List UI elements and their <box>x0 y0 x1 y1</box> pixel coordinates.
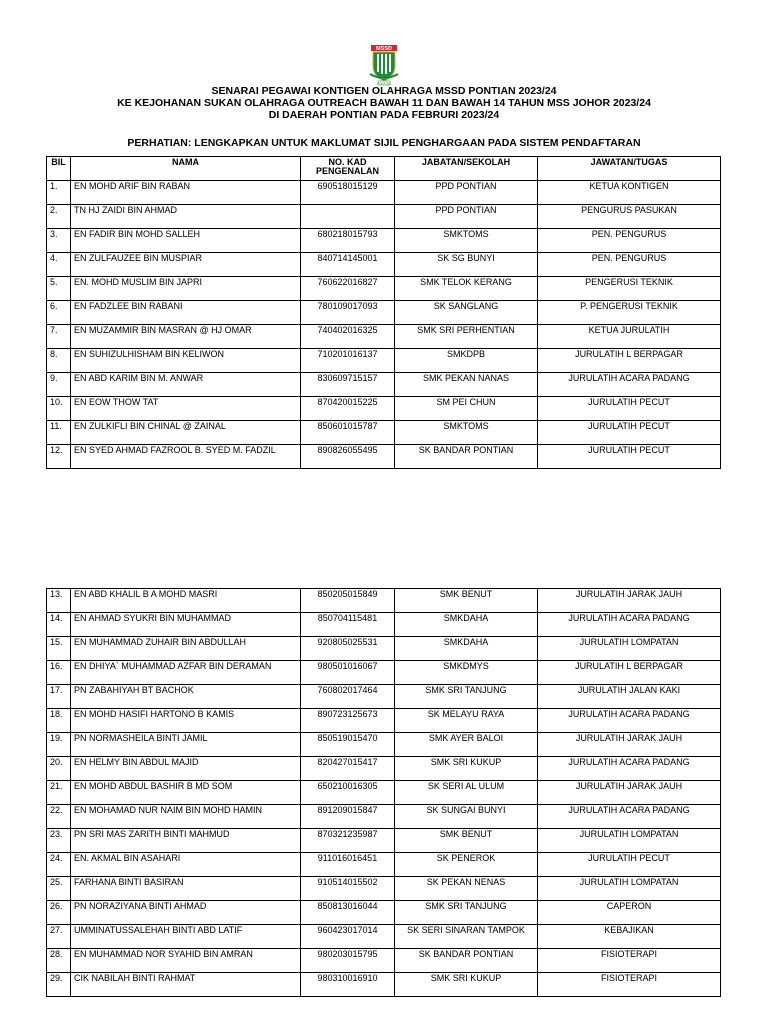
cell-jabatan: SMK BENUT <box>395 589 538 613</box>
cell-kad: 690518015129 <box>301 181 395 205</box>
cell-kad: 710201016137 <box>301 349 395 373</box>
cell-bil: 12. <box>47 445 71 469</box>
cell-kad: 960423017014 <box>301 925 395 949</box>
cell-kad: 850205015849 <box>301 589 395 613</box>
svg-text:PONTIAN: PONTIAN <box>377 81 391 86</box>
cell-kad: 760802017464 <box>301 685 395 709</box>
cell-jawatan: JURULATIH LOMPATAN <box>538 829 721 853</box>
table-row <box>47 253 721 277</box>
table-row <box>47 277 721 301</box>
cell-kad: 920805025531 <box>301 637 395 661</box>
cell-kad: 740402016325 <box>301 325 395 349</box>
cell-jabatan: SMK SRI PERHENTIAN <box>395 325 538 349</box>
cell-nama: EN FADZLEE BIN RABANI <box>71 301 301 325</box>
cell-jawatan: JURULATIH L BERPAGAR <box>538 349 721 373</box>
cell-jabatan: SM PEI CHUN <box>395 397 538 421</box>
cell-kad: 850704115481 <box>301 613 395 637</box>
cell-jabatan: SK SG BUNYI <box>395 253 538 277</box>
cell-nama: EN ABD KHALIL B A MOHD MASRI <box>71 589 301 613</box>
cell-nama: EN ZULKIFLI BIN CHINAL @ ZAINAL <box>71 421 301 445</box>
cell-kad: 890723125673 <box>301 709 395 733</box>
title-line-2: KE KEJOHANAN SUKAN OLAHRAGA OUTREACH BAWAH 11 DAN BAWAH 14 TAHUN MSS JOHOR 2023/24 <box>117 97 651 109</box>
table-row <box>47 205 721 229</box>
cell-nama: EN MUHAMMAD ZUHAIR BIN ABDULLAH <box>71 637 301 661</box>
cell-bil: 23. <box>47 829 71 853</box>
column-header-kad <box>301 157 395 181</box>
cell-bil: 29. <box>47 973 71 997</box>
cell-jawatan: JURULATIH PECUT <box>538 853 721 877</box>
cell-kad: 980310016910 <box>301 973 395 997</box>
table-row <box>47 445 721 469</box>
table-row <box>47 829 721 853</box>
cell-jabatan: SMK SRI TANJUNG <box>395 685 538 709</box>
cell-bil: 21. <box>47 781 71 805</box>
cell-bil: 26. <box>47 901 71 925</box>
cell-kad: 650210016305 <box>301 781 395 805</box>
cell-jabatan: SMK TELOK KERANG <box>395 277 538 301</box>
cell-bil: 13. <box>47 589 71 613</box>
notice-text: PERHATIAN: LENGKAPKAN UNTUK MAKLUMAT SIJIL PENGHARGAAN PADA SISTEM PENDAFTARAN <box>127 137 641 149</box>
cell-bil: 25. <box>47 877 71 901</box>
column-header-kad-line1: NO. KAD <box>328 157 367 167</box>
table-row <box>47 685 721 709</box>
cell-jawatan: FISIOTERAPI <box>538 973 721 997</box>
title-line-3: DI DAERAH PONTIAN PADA FEBRURI 2023/24 <box>268 109 500 121</box>
cell-kad: 980203015795 <box>301 949 395 973</box>
cell-jabatan: SMKTOMS <box>395 229 538 253</box>
cell-bil: 22. <box>47 805 71 829</box>
table-row <box>47 709 721 733</box>
officials-table-part-1 <box>46 156 721 469</box>
cell-bil: 11. <box>47 421 71 445</box>
table-row <box>47 373 721 397</box>
mssd-shield-icon <box>369 44 399 86</box>
cell-jawatan: JURULATIH LOMPATAN <box>538 877 721 901</box>
cell-nama: EN MUHAMMAD NOR SYAHID BIN AMRAN <box>71 949 301 973</box>
cell-bil: 6. <box>47 301 71 325</box>
column-header-bil: BIL <box>47 157 71 181</box>
cell-kad: 891209015847 <box>301 805 395 829</box>
cell-nama: FARHANA BINTI BASIRAN <box>71 877 301 901</box>
cell-bil: 8. <box>47 349 71 373</box>
table-row <box>47 181 721 205</box>
cell-nama: EN ZULFAUZEE BIN MUSPIAR <box>71 253 301 277</box>
column-header-nama: NAMA <box>71 157 301 181</box>
cell-jawatan: JURULATIH ACARA PADANG <box>538 805 721 829</box>
table-row <box>47 733 721 757</box>
table-row <box>47 805 721 829</box>
table-row <box>47 877 721 901</box>
cell-jawatan: KETUA KONTIGEN <box>538 181 721 205</box>
cell-kad: 850519015470 <box>301 733 395 757</box>
cell-kad: 870420015225 <box>301 397 395 421</box>
table-row <box>47 925 721 949</box>
cell-nama: UMMINATUSSALEHAH BINTI ABD LATIF <box>71 925 301 949</box>
table-row <box>47 397 721 421</box>
table-row <box>47 421 721 445</box>
cell-kad: 850601015787 <box>301 421 395 445</box>
cell-kad: 980501016067 <box>301 661 395 685</box>
cell-kad: 760622016827 <box>301 277 395 301</box>
cell-nama: EN AHMAD SYUKRI BIN MUHAMMAD <box>71 613 301 637</box>
table-row <box>47 301 721 325</box>
cell-jabatan: SK SANGLANG <box>395 301 538 325</box>
table-row <box>47 589 721 613</box>
cell-jabatan: SK BANDAR PONTIAN <box>395 445 538 469</box>
officials-table-part-2 <box>46 588 721 997</box>
cell-kad: 870321235987 <box>301 829 395 853</box>
cell-jabatan: PPD PONTIAN <box>395 205 538 229</box>
cell-kad: 680218015793 <box>301 229 395 253</box>
cell-kad <box>301 205 395 229</box>
cell-jawatan: P. PENGERUSI TEKNIK <box>538 301 721 325</box>
table-row <box>47 757 721 781</box>
cell-jabatan: SK PEKAN NENAS <box>395 877 538 901</box>
cell-nama: CIK NABILAH BINTI RAHMAT <box>71 973 301 997</box>
cell-jabatan: SK SERI AL ULUM <box>395 781 538 805</box>
cell-kad: 840714145001 <box>301 253 395 277</box>
cell-jabatan: SK PENEROK <box>395 853 538 877</box>
cell-jawatan: JURULATIH ACARA PADANG <box>538 373 721 397</box>
cell-jabatan: SMKDMYS <box>395 661 538 685</box>
cell-jabatan: SK MELAYU RAYA <box>395 709 538 733</box>
cell-nama: PN NORMASHEILA BINTI JAMIL <box>71 733 301 757</box>
cell-nama: EN MOHD ARIF BIN RABAN <box>71 181 301 205</box>
cell-bil: 1. <box>47 181 71 205</box>
cell-bil: 7. <box>47 325 71 349</box>
cell-jabatan: SMKDAHA <box>395 637 538 661</box>
cell-nama: EN. MOHD MUSLIM BIN JAPRI <box>71 277 301 301</box>
cell-jabatan: SMKTOMS <box>395 421 538 445</box>
cell-jawatan: JURULATIH ACARA PADANG <box>538 709 721 733</box>
cell-jabatan: SK SUNGAI BUNYI <box>395 805 538 829</box>
cell-jawatan: JURULATIH JARAK JAUH <box>538 781 721 805</box>
cell-nama: PN ZABAHIYAH BT BACHOK <box>71 685 301 709</box>
table-row <box>47 613 721 637</box>
cell-bil: 14. <box>47 613 71 637</box>
cell-jawatan: JURULATIH JALAN KAKI <box>538 685 721 709</box>
table-row <box>47 637 721 661</box>
column-header-jawatan: JAWATAN/TUGAS <box>538 157 721 181</box>
cell-jabatan: SMK SRI TANJUNG <box>395 901 538 925</box>
cell-nama: EN HELMY BIN ABDUL MAJID <box>71 757 301 781</box>
cell-nama: EN MOHD ABDUL BASHIR B MD SOM <box>71 781 301 805</box>
cell-bil: 27. <box>47 925 71 949</box>
cell-bil: 9. <box>47 373 71 397</box>
cell-jawatan: FISIOTERAPI <box>538 949 721 973</box>
cell-bil: 20. <box>47 757 71 781</box>
cell-nama: EN SYED AHMAD FAZROOL B. SYED M. FADZIL <box>71 445 301 469</box>
cell-nama: PN SRI MAS ZARITH BINTI MAHMUD <box>71 829 301 853</box>
cell-kad: 820427015417 <box>301 757 395 781</box>
table-row <box>47 325 721 349</box>
cell-jabatan: SMK BENUT <box>395 829 538 853</box>
table-row <box>47 229 721 253</box>
cell-bil: 24. <box>47 853 71 877</box>
table-row <box>47 349 721 373</box>
cell-jabatan: SMKDAHA <box>395 613 538 637</box>
column-header-jabatan: JABATAN/SEKOLAH <box>395 157 538 181</box>
cell-bil: 28. <box>47 949 71 973</box>
cell-jawatan: JURULATIH ACARA PADANG <box>538 757 721 781</box>
cell-jawatan: KETUA JURULATIH <box>538 325 721 349</box>
cell-bil: 3. <box>47 229 71 253</box>
cell-nama: EN MUZAMMIR BIN MASRAN @ HJ OMAR <box>71 325 301 349</box>
cell-nama: EN MOHD HASIFI HARTONO B KAMIS <box>71 709 301 733</box>
svg-text:MSSD: MSSD <box>376 46 392 52</box>
cell-jabatan: SMK SRI KUKUP <box>395 973 538 997</box>
cell-kad: 911016016451 <box>301 853 395 877</box>
table-row <box>47 949 721 973</box>
cell-jabatan: SMK PEKAN NANAS <box>395 373 538 397</box>
table-row <box>47 781 721 805</box>
cell-jabatan: SK SERI SINARAN TAMPOK <box>395 925 538 949</box>
cell-bil: 5. <box>47 277 71 301</box>
cell-nama: EN. AKMAL BIN ASAHARI <box>71 853 301 877</box>
cell-nama: EN MOHAMAD NUR NAIM BIN MOHD HAMIN <box>71 805 301 829</box>
cell-nama: EN FADIR BIN MOHD SALLEH <box>71 229 301 253</box>
cell-jabatan: SMK AYER BALOI <box>395 733 538 757</box>
cell-nama: TN HJ ZAIDI BIN AHMAD <box>71 205 301 229</box>
cell-nama: EN DHIYA` MUHAMMAD AZFAR BIN DERAMAN <box>71 661 301 685</box>
cell-jabatan: PPD PONTIAN <box>395 181 538 205</box>
cell-bil: 15. <box>47 637 71 661</box>
cell-jawatan: PEN. PENGURUS <box>538 229 721 253</box>
cell-jawatan: CAPERON <box>538 901 721 925</box>
table-header-row <box>47 157 721 181</box>
mssd-pontian-logo <box>369 44 399 86</box>
cell-bil: 19. <box>47 733 71 757</box>
cell-jawatan: JURULATIH LOMPATAN <box>538 637 721 661</box>
cell-jawatan: PEN. PENGURUS <box>538 253 721 277</box>
cell-jawatan: JURULATIH PECUT <box>538 445 721 469</box>
cell-nama: EN EOW THOW TAT <box>71 397 301 421</box>
cell-nama: EN ABD KARIM BIN M. ANWAR <box>71 373 301 397</box>
cell-jabatan: SMK SRI KUKUP <box>395 757 538 781</box>
cell-kad: 780109017093 <box>301 301 395 325</box>
cell-jawatan: JURULATIH PECUT <box>538 421 721 445</box>
cell-kad: 830609715157 <box>301 373 395 397</box>
cell-bil: 4. <box>47 253 71 277</box>
table-row <box>47 973 721 997</box>
cell-nama: PN NORAZIYANA BINTI AHMAD <box>71 901 301 925</box>
cell-bil: 16. <box>47 661 71 685</box>
cell-jawatan: PENGERUSI TEKNIK <box>538 277 721 301</box>
cell-jawatan: JURULATIH PECUT <box>538 397 721 421</box>
cell-nama: EN SUHIZULHISHAM BIN KELIWON <box>71 349 301 373</box>
cell-bil: 2. <box>47 205 71 229</box>
cell-bil: 17. <box>47 685 71 709</box>
table-row <box>47 661 721 685</box>
cell-jawatan: KEBAJIKAN <box>538 925 721 949</box>
cell-jawatan: JURULATIH JARAK JAUH <box>538 589 721 613</box>
cell-jabatan: SK BANDAR PONTIAN <box>395 949 538 973</box>
cell-kad: 850813016044 <box>301 901 395 925</box>
cell-kad: 910514015502 <box>301 877 395 901</box>
column-header-kad-line2: PENGENALAN <box>315 166 379 176</box>
cell-bil: 18. <box>47 709 71 733</box>
table-row <box>47 901 721 925</box>
cell-jawatan: PENGURUS PASUKAN <box>538 205 721 229</box>
cell-jawatan: JURULATIH ACARA PADANG <box>538 613 721 637</box>
table-row <box>47 853 721 877</box>
cell-jawatan: JURULATIH JARAK JAUH <box>538 733 721 757</box>
cell-jabatan: SMKDPB <box>395 349 538 373</box>
cell-jawatan: JURULATIH L BERPAGAR <box>538 661 721 685</box>
title-line-1: SENARAI PEGAWAI KONTIGEN OLAHRAGA MSSD PONTIAN 2023/24 <box>211 85 557 97</box>
cell-bil: 10. <box>47 397 71 421</box>
cell-kad: 890826055495 <box>301 445 395 469</box>
